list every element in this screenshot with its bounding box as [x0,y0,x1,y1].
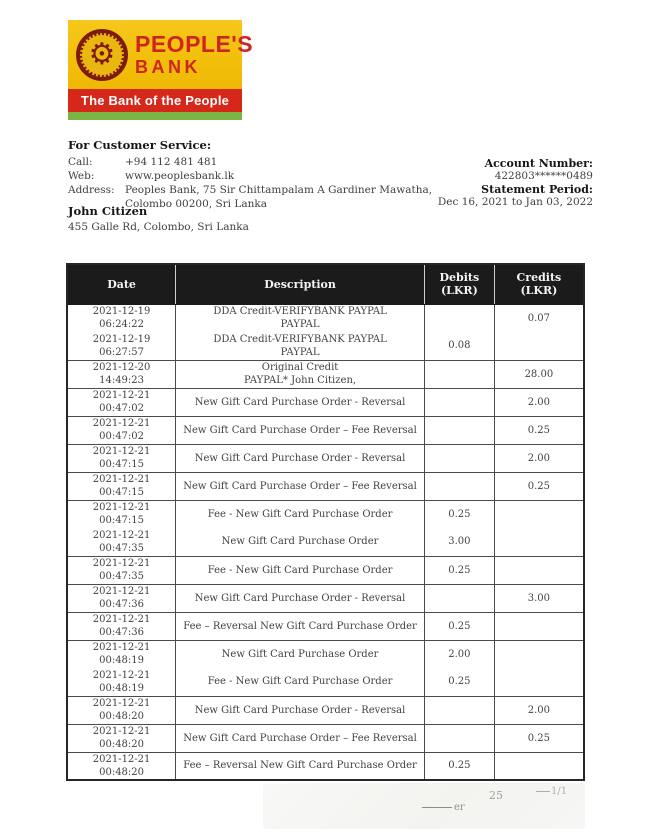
header-debits-unit: (LKR) [440,284,478,298]
faded-page-fraction [536,786,567,797]
cell-debit [424,584,494,612]
header-debits-label: Debits [439,271,480,285]
cell-debit [424,444,494,472]
cell-date: 2021-12-21 00:48:19 [92,642,151,667]
header-description [176,264,425,304]
cell-description: Fee - New Gift Card Purchase Order [176,556,425,584]
customer-service-address-row [68,183,432,197]
cell-credit: 0.25 [494,416,584,444]
cell-credit: 0.25 [494,472,584,500]
logo-tagline: The Bank of the People [68,89,242,112]
cell-description: New Gift Card Purchase Order [176,528,425,556]
cell-description: New Gift Card Purchase Order - Reversal [176,696,425,724]
web-label: Web: [68,170,95,182]
cell-date: 2021-12-21 00:48:20 [67,724,176,752]
cell-description: DDA Credit-VERIFYBANK PAYPAL PAYPAL [176,304,425,332]
statement-period-label: Statement Period: [481,183,593,196]
cell-credit: 28.00 [494,360,584,388]
cell-debit [424,304,494,332]
cell-description: Fee – Reversal New Gift Card Purchase Order [176,752,425,780]
cell-credit [494,612,584,640]
address-line1: Peoples Bank, 75 Sir Chittampalam A Gardiner Mawatha, [125,184,433,196]
table-row [67,304,584,332]
cell-description: Fee – Reversal New Gift Card Purchase Order [176,612,425,640]
table-row [67,724,584,752]
address-line2: Colombo 00200, Sri Lanka [125,198,267,210]
cell-description: New Gift Card Purchase Order – Fee Reversal [176,472,425,500]
call-value: +94 112 481 481 [125,156,218,168]
cell-credit: 2.00 [494,444,584,472]
logo-yellow-panel [68,20,254,89]
table-row [67,696,584,724]
logo-wordmark-line1: PEOPLE'S [135,31,254,57]
web-value: www.peoplesbank.lk [125,170,235,182]
logo-wordmark [135,33,253,76]
header-date [67,264,176,304]
table-header-row [67,264,584,304]
cell-credit: 2.00 [494,696,584,724]
cell-date: 2021-12-21 00:47:15 [92,502,151,527]
cell-description: New Gift Card Purchase Order - Reversal [176,444,425,472]
customer-service-heading: For Customer Service: [68,138,212,152]
cell-credit: 0.25 [494,724,584,752]
cell-date: 2021-12-21 00:47:02 [67,388,176,416]
table-row [67,584,584,612]
cell-date: 2021-12-21 00:48:19 [67,668,176,696]
customer-service-web-row [68,169,432,183]
call-label: Call: [68,156,93,168]
customer-service-call-row [68,155,432,169]
customer-name: John Citizen [68,204,148,218]
table-row [67,444,584,472]
cell-description: New Gift Card Purchase Order – Fee Reversal [176,416,425,444]
cell-date: 2021-12-21 00:48:20 [67,696,176,724]
cell-date: 2021-12-19 06:24:22 [92,306,151,331]
cell-description: New Gift Card Purchase Order - Reversal [176,388,425,416]
cell-description: Fee - New Gift Card Purchase Order [176,668,425,696]
header-debits [424,264,494,304]
cell-debit: 2.00 [424,640,494,668]
cell-debit: 0.25 [424,752,494,780]
faded-word-text: er [454,802,465,813]
account-number-value: 422803******0489 [494,170,593,182]
logo-green-stripe [68,112,242,120]
table-row [67,388,584,416]
cell-credit: 0.07 [494,304,584,332]
account-number-label: Account Number: [484,157,593,170]
cell-description: New Gift Card Purchase Order - Reversal [176,584,425,612]
cell-debit [424,416,494,444]
cell-credit [494,640,584,668]
cell-date: 2021-12-21 00:47:36 [67,584,176,612]
cell-date: 2021-12-21 00:47:02 [67,416,176,444]
cell-credit [494,556,584,584]
cell-debit: 3.00 [424,528,494,556]
cell-date: 2021-12-20 14:49:23 [67,360,176,388]
seal-inner-ring [80,33,124,77]
cell-description: Fee - New Gift Card Purchase Order [176,500,425,528]
faded-fraction-text: 1/1 [551,786,568,797]
cell-debit [424,696,494,724]
address-label: Address: [68,184,115,196]
cell-date: 2021-12-19 06:27:57 [67,332,176,360]
cell-credit [494,752,584,780]
header-credits-label: Credits [516,271,562,285]
table-row [67,500,584,528]
cell-credit [494,332,584,360]
table-row [67,640,584,668]
cell-credit: 3.00 [494,584,584,612]
header-credits [494,264,584,304]
peoples-bank-logo [68,20,254,120]
cell-description: New Gift Card Purchase Order [176,640,425,668]
cell-date: 2021-12-21 00:47:36 [67,612,176,640]
cell-date: 2021-12-21 00:47:15 [67,444,176,472]
customer-block [68,204,249,233]
cell-debit: 0.25 [424,612,494,640]
table-row [67,472,584,500]
customer-address: 455 Galle Rd, Colombo, Sri Lanka [68,221,249,233]
table-row [67,528,584,556]
cell-date: 2021-12-21 00:47:15 [67,472,176,500]
table-row [67,668,584,696]
cell-description: DDA Credit-VERIFYBANK PAYPAL PAYPAL [176,332,425,360]
cell-debit [424,360,494,388]
faded-footer-number: 25 [489,789,503,802]
cell-credit [494,528,584,556]
cell-date: 2021-12-21 00:48:20 [92,753,151,778]
cell-date: 2021-12-21 00:47:35 [67,528,176,556]
cell-debit [424,388,494,416]
table-row [67,416,584,444]
cell-debit: 0.25 [424,500,494,528]
header-description-label: Description [264,277,336,291]
cell-credit: 2.00 [494,388,584,416]
cell-debit: 0.25 [424,668,494,696]
cell-credit [494,668,584,696]
cell-debit: 0.08 [424,332,494,360]
header-credits-unit: (LKR) [520,284,558,298]
statement-period-value: Dec 16, 2021 to Jan 03, 2022 [437,196,593,208]
cell-debit [424,472,494,500]
table-row [67,332,584,360]
table-row [67,556,584,584]
account-info-block [438,157,593,209]
faded-strike-line [422,807,452,808]
faded-footer-word [422,802,465,813]
transactions-table [66,263,585,781]
logo-wordmark-line2: BANK [135,57,201,77]
table-row [67,612,584,640]
cell-description: Original Credit PAYPAL* John Citizen, [176,360,425,388]
table-row [67,752,584,780]
gear-icon: ⚙ [88,36,116,72]
header-date-label: Date [107,277,136,291]
table-row [67,360,584,388]
faded-fraction-line [536,791,550,792]
cell-description: New Gift Card Purchase Order – Fee Reversal [176,724,425,752]
cell-date: 2021-12-21 00:47:35 [67,556,176,584]
customer-service-block [68,138,432,211]
transactions-tbody [67,304,584,780]
cell-credit [494,500,584,528]
bank-seal-emblem [76,29,128,81]
cell-debit: 0.25 [424,556,494,584]
cell-debit [424,724,494,752]
